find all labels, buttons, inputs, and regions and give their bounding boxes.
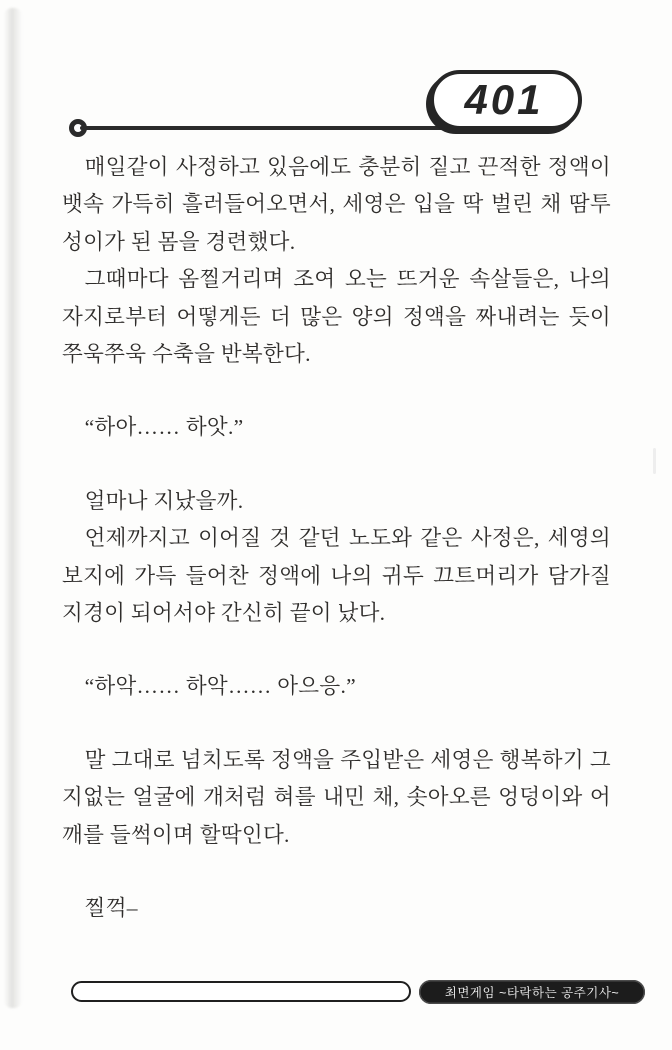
dialogue-paragraph: “하아…… 하앗.” <box>84 415 244 440</box>
paragraph: 그때마다 옴찔거리며 조여 오는 뜨거운 속살들은, 나의 자지로부터 어떻게든 더 많은 양의 정액을 짜내려는 듯이 쭈욱쭈욱 수축을 반복한다. <box>62 267 611 367</box>
dialogue-paragraph: “하악…… 하악…… 아으응.” <box>84 674 356 699</box>
paragraph: 말 그대로 넘치도록 정액을 주입받은 세영은 행복하기 그지없는 얼굴에 개처럼 혀를 내민 채, 솟아오른 엉덩이와 어깨를 들썩이며 할딱인다. <box>62 747 611 847</box>
page-number: 401 <box>464 76 544 123</box>
page-number-badge <box>430 70 582 130</box>
scan-spine-shadow <box>4 8 22 1008</box>
scan-edge-artifact <box>653 448 656 474</box>
paragraph: 찔꺽– <box>84 896 138 921</box>
footer-blank-pill <box>71 981 411 1002</box>
body-text <box>62 149 611 928</box>
paragraph: 언제까지고 이어질 것 같던 노도와 같은 사정은, 세영의 보지에 가득 들어찬 정액에 나의 귀두 끄트머리가 담가질 지경이 되어서야 간신히 끝이 났다. <box>62 526 611 626</box>
paragraph: 매일같이 사정하고 있음에도 충분히 짙고 끈적한 정액이 뱃속 가득히 흘러들어오면서, 세영은 입을 딱 벌린 채 땀투성이가 된 몸을 경련했다. <box>62 155 611 254</box>
paragraph: 얼마나 지났을까. <box>84 488 244 513</box>
header-rule-line <box>80 126 450 130</box>
series-title-badge <box>419 980 645 1004</box>
series-title-label: 최면게임 ~타락하는 공주기사~ <box>444 986 620 1000</box>
